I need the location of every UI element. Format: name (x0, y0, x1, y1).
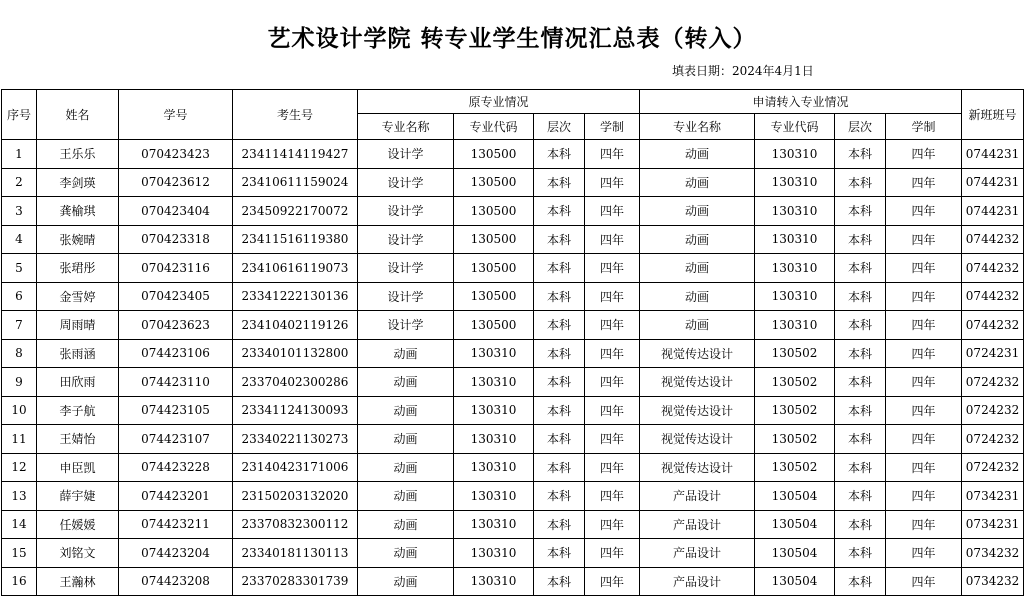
cell-name: 李剑瑛 (37, 168, 119, 197)
cell-original-level: 本科 (534, 539, 585, 568)
cell-original-major-name: 动画 (358, 368, 454, 397)
cell-target-major-name: 视觉传达设计 (640, 425, 755, 454)
cell-target-duration: 四年 (886, 453, 962, 482)
cell-original-level: 本科 (534, 453, 585, 482)
cell-new-class: 0744232 (962, 282, 1024, 311)
cell-target-major-code: 130504 (755, 567, 835, 596)
cell-target-major-name: 视觉传达设计 (640, 339, 755, 368)
cell-original-level: 本科 (534, 510, 585, 539)
cell-exam-id: 23150203132020 (233, 482, 358, 511)
cell-name: 刘铭文 (37, 539, 119, 568)
cell-target-major-code: 130310 (755, 282, 835, 311)
table-row (2, 510, 1024, 539)
cell-target-level: 本科 (835, 539, 886, 568)
cell-student-id: 074423228 (119, 453, 233, 482)
table-row (2, 567, 1024, 596)
cell-original-level: 本科 (534, 482, 585, 511)
cell-target-major-name: 动画 (640, 282, 755, 311)
cell-original-duration: 四年 (585, 225, 640, 254)
cell-target-major-name: 产品设计 (640, 482, 755, 511)
cell-name: 张婉晴 (37, 225, 119, 254)
cell-name: 张雨涵 (37, 339, 119, 368)
table-row (2, 396, 1024, 425)
cell-target-duration: 四年 (886, 140, 962, 169)
cell-target-level: 本科 (835, 567, 886, 596)
cell-target-major-name: 视觉传达设计 (640, 396, 755, 425)
header-index: 序号 (2, 90, 37, 140)
cell-target-level: 本科 (835, 339, 886, 368)
document-title: 艺术设计学院 转专业学生情况汇总表（转入） (267, 26, 757, 52)
cell-target-major-name: 动画 (640, 254, 755, 283)
cell-new-class: 0734232 (962, 539, 1024, 568)
cell-original-major-code: 130500 (454, 225, 534, 254)
header-original-level: 层次 (534, 114, 585, 140)
cell-original-major-code: 130310 (454, 368, 534, 397)
cell-new-class: 0734231 (962, 510, 1024, 539)
cell-name: 田欣雨 (37, 368, 119, 397)
cell-original-major-name: 设计学 (358, 140, 454, 169)
table-row (2, 339, 1024, 368)
cell-target-major-code: 130504 (755, 482, 835, 511)
cell-student-id: 074423106 (119, 339, 233, 368)
cell-target-major-name: 产品设计 (640, 510, 755, 539)
cell-target-major-name: 视觉传达设计 (640, 453, 755, 482)
cell-new-class: 0744232 (962, 311, 1024, 340)
cell-index: 11 (2, 425, 37, 454)
cell-original-duration: 四年 (585, 567, 640, 596)
cell-index: 12 (2, 453, 37, 482)
cell-new-class: 0724232 (962, 425, 1024, 454)
cell-target-level: 本科 (835, 453, 886, 482)
cell-index: 2 (2, 168, 37, 197)
cell-target-major-code: 130310 (755, 254, 835, 283)
cell-index: 1 (2, 140, 37, 169)
cell-student-id: 074423211 (119, 510, 233, 539)
cell-original-major-name: 设计学 (358, 197, 454, 226)
cell-target-major-name: 视觉传达设计 (640, 368, 755, 397)
cell-target-major-name: 产品设计 (640, 539, 755, 568)
cell-original-major-name: 动画 (358, 510, 454, 539)
cell-original-major-name: 动画 (358, 567, 454, 596)
cell-new-class: 0734232 (962, 567, 1024, 596)
cell-original-level: 本科 (534, 311, 585, 340)
table-row (2, 311, 1024, 340)
cell-original-duration: 四年 (585, 311, 640, 340)
cell-name: 申臣凯 (37, 453, 119, 482)
table-body (2, 140, 1024, 596)
cell-original-major-code: 130310 (454, 425, 534, 454)
cell-original-major-name: 动画 (358, 339, 454, 368)
cell-original-duration: 四年 (585, 197, 640, 226)
cell-index: 14 (2, 510, 37, 539)
cell-target-level: 本科 (835, 510, 886, 539)
cell-target-level: 本科 (835, 482, 886, 511)
cell-target-major-code: 130310 (755, 225, 835, 254)
cell-name: 任媛媛 (37, 510, 119, 539)
cell-name: 周雨晴 (37, 311, 119, 340)
cell-original-duration: 四年 (585, 254, 640, 283)
cell-original-level: 本科 (534, 140, 585, 169)
cell-exam-id: 23340221130273 (233, 425, 358, 454)
cell-target-duration: 四年 (886, 567, 962, 596)
cell-original-duration: 四年 (585, 140, 640, 169)
cell-student-id: 074423105 (119, 396, 233, 425)
cell-target-level: 本科 (835, 140, 886, 169)
cell-original-level: 本科 (534, 567, 585, 596)
cell-target-level: 本科 (835, 425, 886, 454)
cell-target-major-name: 产品设计 (640, 567, 755, 596)
cell-index: 4 (2, 225, 37, 254)
table-row (2, 453, 1024, 482)
cell-target-duration: 四年 (886, 339, 962, 368)
cell-new-class: 0724232 (962, 396, 1024, 425)
cell-original-major-code: 130500 (454, 197, 534, 226)
cell-student-id: 070423405 (119, 282, 233, 311)
cell-exam-id: 23410616119073 (233, 254, 358, 283)
cell-exam-id: 23370832300112 (233, 510, 358, 539)
cell-new-class: 0744231 (962, 197, 1024, 226)
cell-new-class: 0724231 (962, 339, 1024, 368)
transfer-summary-table (1, 89, 1024, 596)
cell-target-major-code: 130502 (755, 396, 835, 425)
cell-original-major-name: 设计学 (358, 225, 454, 254)
cell-exam-id: 23341124130093 (233, 396, 358, 425)
header-new-class: 新班班号 (962, 90, 1024, 140)
cell-target-major-code: 130310 (755, 140, 835, 169)
cell-index: 3 (2, 197, 37, 226)
cell-original-level: 本科 (534, 197, 585, 226)
cell-target-duration: 四年 (886, 168, 962, 197)
cell-original-duration: 四年 (585, 168, 640, 197)
cell-original-duration: 四年 (585, 425, 640, 454)
cell-target-major-code: 130502 (755, 368, 835, 397)
cell-original-major-code: 130500 (454, 140, 534, 169)
cell-index: 13 (2, 482, 37, 511)
header-original-major-name: 专业名称 (358, 114, 454, 140)
header-original-duration: 学制 (585, 114, 640, 140)
header-original-major-code: 专业代码 (454, 114, 534, 140)
cell-target-major-code: 130310 (755, 197, 835, 226)
cell-original-major-name: 设计学 (358, 282, 454, 311)
cell-target-duration: 四年 (886, 225, 962, 254)
cell-target-major-code: 130502 (755, 339, 835, 368)
cell-exam-id: 23411516119380 (233, 225, 358, 254)
cell-original-major-code: 130500 (454, 311, 534, 340)
cell-exam-id: 23341222130136 (233, 282, 358, 311)
cell-name: 薛宇婕 (37, 482, 119, 511)
cell-original-duration: 四年 (585, 539, 640, 568)
cell-new-class: 0744232 (962, 254, 1024, 283)
cell-target-level: 本科 (835, 254, 886, 283)
cell-name: 王乐乐 (37, 140, 119, 169)
cell-target-level: 本科 (835, 396, 886, 425)
cell-student-id: 070423404 (119, 197, 233, 226)
cell-original-duration: 四年 (585, 282, 640, 311)
cell-name: 李子航 (37, 396, 119, 425)
table-row (2, 140, 1024, 169)
cell-original-major-name: 设计学 (358, 311, 454, 340)
header-exam-id: 考生号 (233, 90, 358, 140)
header-target-major-group: 申请转入专业情况 (640, 90, 962, 114)
cell-student-id: 070423318 (119, 225, 233, 254)
cell-target-level: 本科 (835, 197, 886, 226)
cell-target-level: 本科 (835, 282, 886, 311)
cell-new-class: 0724232 (962, 453, 1024, 482)
cell-original-level: 本科 (534, 254, 585, 283)
cell-student-id: 070423623 (119, 311, 233, 340)
table-row (2, 425, 1024, 454)
cell-original-major-name: 动画 (358, 396, 454, 425)
header-student-id: 学号 (119, 90, 233, 140)
cell-original-major-name: 动画 (358, 425, 454, 454)
cell-target-major-code: 130504 (755, 539, 835, 568)
cell-exam-id: 23370402300286 (233, 368, 358, 397)
cell-name: 王婧怡 (37, 425, 119, 454)
cell-original-major-code: 130500 (454, 254, 534, 283)
cell-target-duration: 四年 (886, 368, 962, 397)
cell-name: 金雪婷 (37, 282, 119, 311)
header-target-duration: 学制 (886, 114, 962, 140)
cell-original-duration: 四年 (585, 453, 640, 482)
cell-exam-id: 23450922170072 (233, 197, 358, 226)
cell-target-level: 本科 (835, 168, 886, 197)
header-target-major-name: 专业名称 (640, 114, 755, 140)
cell-original-duration: 四年 (585, 396, 640, 425)
cell-target-duration: 四年 (886, 396, 962, 425)
cell-new-class: 0744232 (962, 225, 1024, 254)
cell-index: 16 (2, 567, 37, 596)
cell-target-major-code: 130310 (755, 168, 835, 197)
cell-exam-id: 23140423171006 (233, 453, 358, 482)
cell-target-duration: 四年 (886, 311, 962, 340)
cell-student-id: 070423612 (119, 168, 233, 197)
cell-target-level: 本科 (835, 311, 886, 340)
header-target-major-code: 专业代码 (755, 114, 835, 140)
table-row (2, 225, 1024, 254)
cell-original-duration: 四年 (585, 368, 640, 397)
cell-target-major-name: 动画 (640, 168, 755, 197)
cell-target-major-name: 动画 (640, 197, 755, 226)
cell-original-level: 本科 (534, 368, 585, 397)
cell-original-duration: 四年 (585, 482, 640, 511)
cell-exam-id: 23410611159024 (233, 168, 358, 197)
cell-original-major-code: 130310 (454, 539, 534, 568)
cell-target-duration: 四年 (886, 482, 962, 511)
cell-exam-id: 23340101132800 (233, 339, 358, 368)
cell-original-major-code: 130310 (454, 567, 534, 596)
table-header (2, 90, 1024, 140)
cell-index: 7 (2, 311, 37, 340)
cell-original-major-code: 130310 (454, 453, 534, 482)
cell-index: 10 (2, 396, 37, 425)
cell-original-major-name: 动画 (358, 539, 454, 568)
cell-original-major-code: 130500 (454, 282, 534, 311)
table-row (2, 368, 1024, 397)
table-row (2, 482, 1024, 511)
cell-original-major-name: 动画 (358, 482, 454, 511)
table-row (2, 539, 1024, 568)
cell-original-major-name: 设计学 (358, 168, 454, 197)
cell-index: 6 (2, 282, 37, 311)
cell-original-major-code: 130310 (454, 396, 534, 425)
cell-name: 王瀚林 (37, 567, 119, 596)
cell-name: 龚榆琪 (37, 197, 119, 226)
cell-index: 5 (2, 254, 37, 283)
cell-new-class: 0724232 (962, 368, 1024, 397)
cell-original-major-code: 130500 (454, 168, 534, 197)
cell-target-duration: 四年 (886, 282, 962, 311)
cell-target-duration: 四年 (886, 510, 962, 539)
cell-index: 9 (2, 368, 37, 397)
cell-target-major-code: 130310 (755, 311, 835, 340)
cell-new-class: 0744231 (962, 168, 1024, 197)
cell-student-id: 074423107 (119, 425, 233, 454)
cell-original-level: 本科 (534, 339, 585, 368)
cell-original-major-code: 130310 (454, 339, 534, 368)
table-row (2, 197, 1024, 226)
cell-exam-id: 23410402119126 (233, 311, 358, 340)
table-row (2, 282, 1024, 311)
cell-target-major-name: 动画 (640, 225, 755, 254)
cell-target-major-name: 动画 (640, 140, 755, 169)
cell-target-duration: 四年 (886, 539, 962, 568)
cell-original-duration: 四年 (585, 339, 640, 368)
cell-original-level: 本科 (534, 396, 585, 425)
cell-student-id: 074423201 (119, 482, 233, 511)
table-row (2, 168, 1024, 197)
cell-exam-id: 23340181130113 (233, 539, 358, 568)
cell-original-level: 本科 (534, 168, 585, 197)
cell-target-duration: 四年 (886, 197, 962, 226)
cell-index: 15 (2, 539, 37, 568)
cell-student-id: 070423116 (119, 254, 233, 283)
cell-original-level: 本科 (534, 225, 585, 254)
cell-target-major-code: 130502 (755, 453, 835, 482)
cell-target-level: 本科 (835, 225, 886, 254)
cell-target-duration: 四年 (886, 254, 962, 283)
cell-original-major-name: 动画 (358, 453, 454, 482)
cell-original-major-code: 130310 (454, 482, 534, 511)
cell-student-id: 074423110 (119, 368, 233, 397)
cell-student-id: 070423423 (119, 140, 233, 169)
cell-name: 张珺彤 (37, 254, 119, 283)
cell-target-major-code: 130502 (755, 425, 835, 454)
cell-exam-id: 23411414119427 (233, 140, 358, 169)
cell-target-level: 本科 (835, 368, 886, 397)
cell-target-major-name: 动画 (640, 311, 755, 340)
cell-original-level: 本科 (534, 425, 585, 454)
cell-student-id: 074423204 (119, 539, 233, 568)
cell-original-duration: 四年 (585, 510, 640, 539)
cell-index: 8 (2, 339, 37, 368)
cell-target-major-code: 130504 (755, 510, 835, 539)
cell-original-major-name: 设计学 (358, 254, 454, 283)
cell-target-duration: 四年 (886, 425, 962, 454)
header-original-major-group: 原专业情况 (358, 90, 640, 114)
cell-exam-id: 23370283301739 (233, 567, 358, 596)
header-target-level: 层次 (835, 114, 886, 140)
cell-original-level: 本科 (534, 282, 585, 311)
cell-new-class: 0744231 (962, 140, 1024, 169)
fill-date: 填表日期：2024年4月1日 (672, 64, 814, 78)
table-row (2, 254, 1024, 283)
cell-student-id: 074423208 (119, 567, 233, 596)
cell-original-major-code: 130310 (454, 510, 534, 539)
cell-new-class: 0734231 (962, 482, 1024, 511)
header-name: 姓名 (37, 90, 119, 140)
